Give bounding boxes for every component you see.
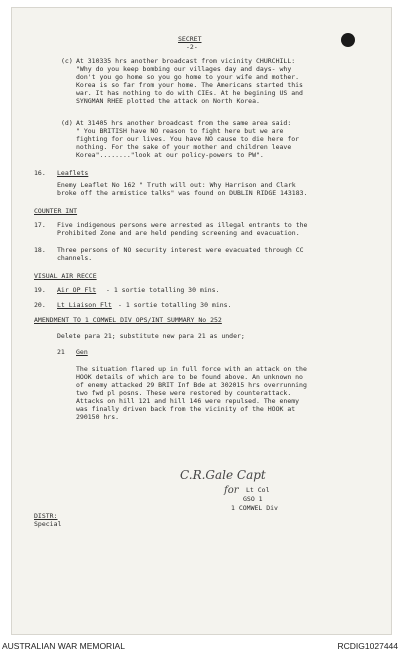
amendment-line: HOOK details of which are to be found above. An unknown no [76,373,303,381]
item-16-heading: Leaflets [57,169,89,177]
item-18-line: channels. [57,254,93,262]
punch-hole-mark [341,33,355,47]
signature-formation: 1 COMWEL Div [231,504,278,512]
para-d-line: nothing. For the sake of your mother and children leave [76,143,292,151]
distribution-value: Special [34,520,62,528]
amendment-line: 290150 hrs. [76,413,120,421]
item-16-number: 16. [34,169,46,177]
para-c-line: war. It has nothing to do with CIEs. At he begining US and [76,89,303,97]
amendment-para-heading: Gen [76,348,88,356]
item-19-number: 19. [34,286,46,294]
amendment-line: Attacks on hill 121 and hill 146 were repulsed. The enemy [76,397,300,405]
amendment-line: of enemy attacked 29 BRIT Inf Bde at 302015 hrs overrunning [76,381,307,389]
para-c-line: At 310335 hrs another broadcast from vicinity CHURCHILL: [76,57,296,65]
para-d-line: Korea"........"look at our policy-powers to PW". [76,151,264,159]
para-c-line: don't you go home so you go home to your wife and mother. [76,73,300,81]
section-heading-visual-air-recce: VISUAL AIR RECCE [34,272,97,280]
para-d-label: (d) [61,119,73,127]
item-19-text: - 1 sortie totalling 30 mins. [106,286,220,294]
signature-appointment: GSO 1 [243,495,263,503]
para-c-label: (c) [61,57,73,65]
amendment-line: The situation flared up in full force with an attack on the [76,365,307,373]
amendment-delete-line: Delete para 21; substitute new para 21 as under; [57,332,245,340]
page-marker: -2- [186,43,198,51]
para-c-line: SYNGMAN RHEE plotted the attack on North Korea. [76,97,260,105]
amendment-para-number: 21 [57,348,65,356]
archive-footer [0,637,402,654]
item-18-number: 18. [34,246,46,254]
item-16-line: broke off the armistice talks" was found on DUBLIN RIDGE 143183. [57,189,308,197]
amendment-heading: AMENDMENT TO 1 COMWEL DIV OPS/INT SUMMARY No 252 [34,316,222,324]
amendment-line: two fwd pl posns. These were restored by counterattack. [76,389,292,397]
item-19-heading: Air OP Flt [57,286,97,294]
item-16-line: Enemy Leaflet No 162 " Truth will out: Why Harrison and Clark [57,181,296,189]
item-20-number: 20. [34,301,46,309]
para-d-line: " You BRITISH have NO reason to fight here but we are [76,127,284,135]
para-d-line: fighting for our lives. You have NO cause to die here for [76,135,300,143]
signature-for: for [224,485,239,496]
footer-record-id: RCDIG1027444 [337,641,398,651]
para-c-line: "Why do you keep bombing our villages day and days- why [76,65,292,73]
para-c-line: Korea is so far from your home. The Americans started this [76,81,303,89]
signature-rank: Lt Col [246,486,270,494]
handwritten-signature: C.R.Gale Capt [180,468,266,482]
footer-source: AUSTRALIAN WAR MEMORIAL [2,641,125,651]
para-d-line: At 31405 hrs another broadcast from the same area said: [76,119,292,127]
item-18-line: Three persons of NO security interest were evacuated through CC [57,246,304,254]
item-17-line: Five indigenous persons were arrested as illegal entrants to the [57,221,308,229]
item-20-heading: Lt Liaison Flt [57,301,112,309]
item-17-number: 17. [34,221,46,229]
item-20-text: - 1 sortie totalling 30 mins. [118,301,232,309]
item-17-line: Prohibited Zone and are held pending screening and evacuation. [57,229,300,237]
classification-heading: SECRET [178,35,202,43]
amendment-line: was finally driven back from the vicinity of the HOOK at [76,405,296,413]
section-heading-counter-int: COUNTER INT [34,207,78,215]
distribution-heading: DISTR: [34,512,58,520]
